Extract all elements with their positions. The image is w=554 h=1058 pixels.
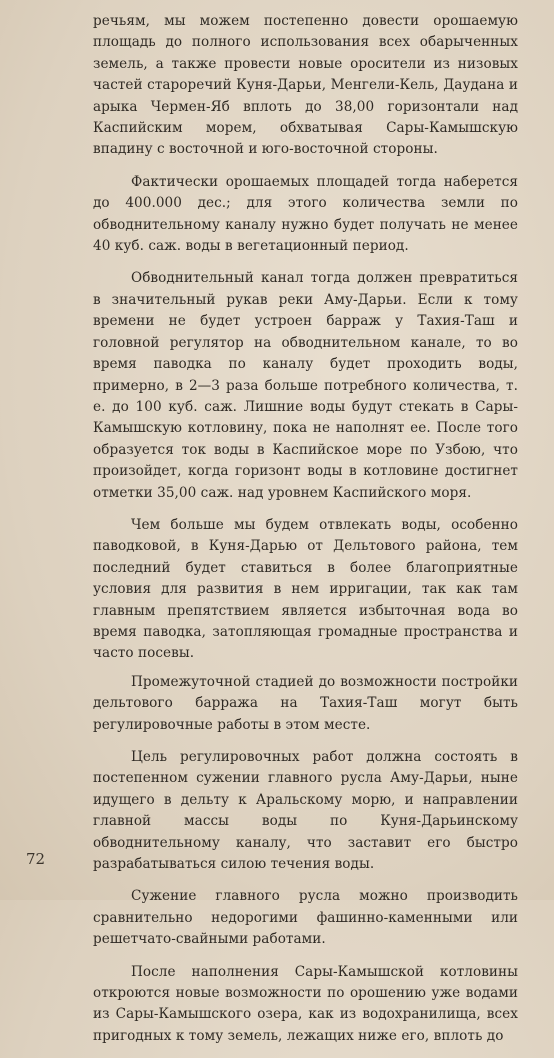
- paragraph-7: Сужение главного русла можно производить сравнительно недорогими фашинно-каменными или решетчато-свайными работами.: [93, 888, 518, 948]
- paragraph-3: Обводнительный канал тогда должен превратиться в значительный рукав реки Аму-Дарьи. Если к тому времени не будет устроен барраж у Тахия-Таш и головной регулятор на обводнительном канале, то во время паводка по каналу будет проходить воды, примерно, в 2—3 раза больше потребного количества, т. е. до 100 куб. саж. Лишние воды будут стекать в Сары-Камышскую котловину, пока не наполнят ее. После того образуется ток воды в Каспийское море по Узбою, что произойдет, когда горизонт воды в котловине достигнет отметки 35,00 саж. над уровнем Каспийского моря.: [93, 270, 518, 501]
- paragraph-6: Цель регулировочных работ должна состоять в постепенном сужении главного русла Аму-Дарьи, ныне идущего в дельту к Аральскому морю, и направлении главной массы воды по Куня-Дарьинскому обводнительному каналу, что заставит его быстро разрабатываться силою течения воды.: [93, 749, 518, 873]
- paragraph-1: речьям, мы можем постепенно довести орошаемую площадь до полного использования всех обарыченных земель, а также провести новые оросители из низовых частей староречий Куня-Дарьи, Менгели-Кель, Даудана и арыка Чермен-Яб вплоть до 38,00 горизонтали над Каспийским морем, обхватывая Сары-Камышскую впадину с восточной и юго-восточной стороны.: [93, 13, 518, 158]
- paragraph-8: После наполнения Сары-Камышской котловины откроются новые возможности по орошению уже водами из Сары-Камышского озера, как из водохранилища, всех пригодных к тому земель, лежащих ниже его, вплоть до: [93, 963, 518, 1044]
- page-number: 72: [26, 850, 46, 868]
- paragraph-2: Фактически орошаемых площадей тогда наберется до 400.000 дес.; для этого количества земли по обводнительному каналу нужно будет получать не менее 40 куб. саж. воды в вегетационный период.: [93, 173, 518, 255]
- paragraph-4: Чем больше мы будем отвлекать воды, особенно паводковой, в Куня-Дарью от Дельтового района, тем последний будет ставиться в более благоприятные условия для развития в нем ирригации, так как там главным препятствием является избыточная вода во время паводка, затопляющая громадные пространства и часто посевы.: [93, 516, 518, 662]
- paragraph-5: Промежуточной стадией до возможности постройки дельтового барража на Тахия-Таш могут быть регулировочные работы в этом месте.: [93, 673, 518, 733]
- body-text: [93, 11, 518, 1058]
